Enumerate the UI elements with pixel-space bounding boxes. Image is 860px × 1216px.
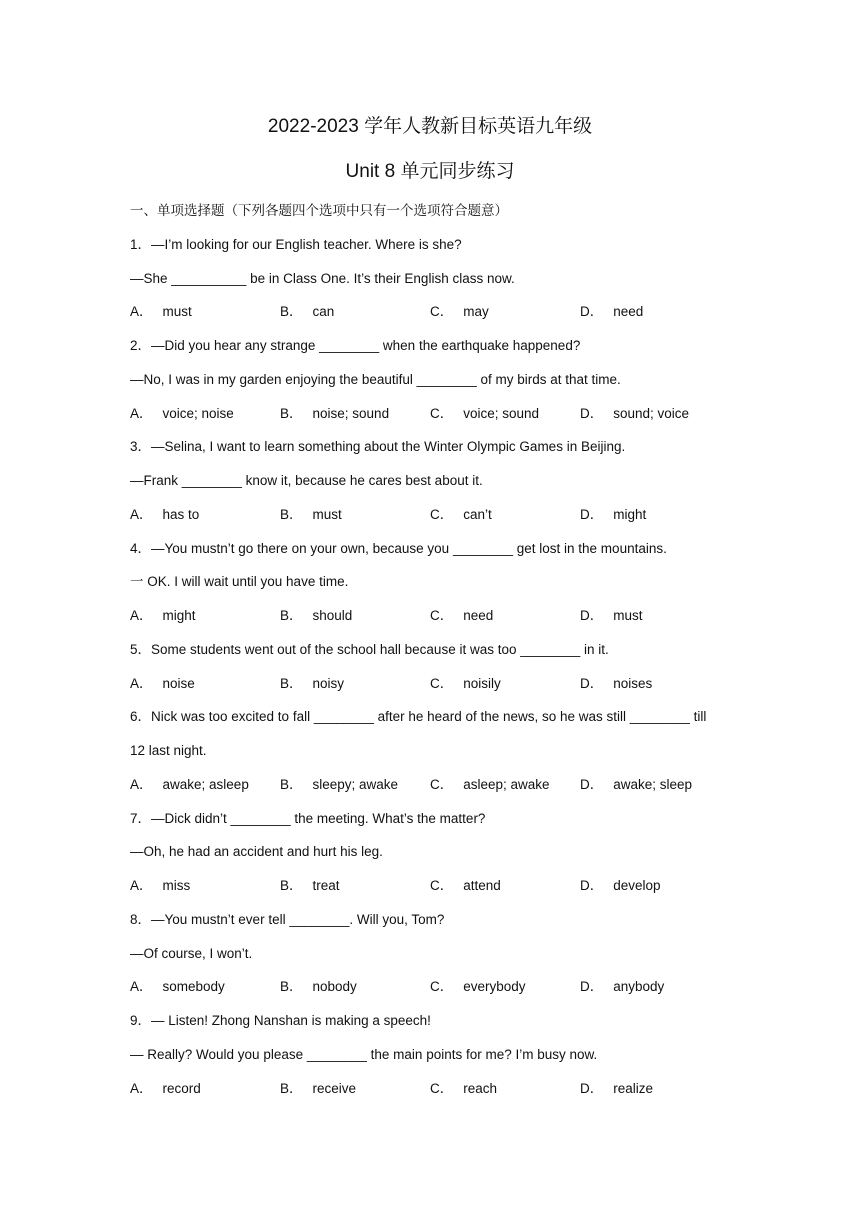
question-stem: 5．Some students went out of the school hall because it was too ________ in it. (130, 641, 609, 657)
option-a: A． record (130, 1080, 201, 1096)
question-stem: 一 OK. I will wait until you have time. (130, 574, 349, 590)
option-b: B． should (280, 608, 353, 623)
option-c: C． can’t (430, 506, 492, 522)
option-d: D． anybody (580, 979, 665, 995)
question-list (130, 200, 750, 1111)
question-stem: —She __________ be in Class One. It’s their English class now. (130, 270, 515, 286)
question-stem: 6．Nick was too excited to fall ________ after he heard of the news, so he was still ________ till (130, 709, 707, 725)
option-b: B． can (280, 304, 335, 320)
question-stem: 4．—You mustn’t go there on your own, because you ________ get lost in the mountains. (130, 540, 667, 556)
option-a: A． might (130, 608, 196, 623)
question-stem: —Oh, he had an accident and hurt his leg. (130, 844, 383, 860)
answer-options (130, 774, 750, 808)
option-d: D． realize (580, 1080, 654, 1096)
question-stem: —Of course, I won’t. (130, 945, 253, 961)
option-d: D． need (580, 304, 644, 320)
answer-options (130, 875, 750, 909)
answer-options (130, 605, 750, 639)
option-a: A． has to (130, 506, 200, 522)
question-stem: — Really? Would you please ________ the main points for me? I’m busy now. (130, 1046, 598, 1062)
document-subtitle: Unit 8 单元同步练习 (345, 161, 515, 182)
answer-options (130, 504, 750, 538)
section-heading: 一、单项选择题（下列各题四个选项中只有一个选项符合题意） (130, 203, 508, 218)
option-a: A． miss (130, 878, 191, 893)
option-d: D． must (580, 608, 643, 623)
option-b: B． receive (280, 1080, 357, 1096)
option-d: D． might (580, 506, 647, 522)
option-d: D． noises (580, 675, 653, 691)
answer-options (130, 673, 750, 707)
question-stem: 9．— Listen! Zhong Nanshan is making a speech! (130, 1013, 431, 1028)
option-b: B． sleepy; awake (280, 776, 399, 792)
option-d: D． develop (580, 878, 661, 893)
answer-options (130, 301, 750, 335)
answer-options (130, 976, 750, 1010)
document-title: 2022-2023 学年人教新目标英语九年级 (267, 116, 593, 137)
option-a: A． awake; asleep (130, 776, 249, 792)
option-c: C． everybody (430, 979, 526, 995)
option-b: B． treat (280, 878, 340, 893)
option-b: B． noise; sound (280, 405, 390, 421)
question-stem: 1．—I’m looking for our English teacher. Where is she? (130, 236, 462, 252)
option-c: C． voice; sound (430, 405, 540, 421)
answer-options (130, 1078, 750, 1112)
option-c: C． asleep; awake (430, 776, 550, 792)
option-b: B． must (280, 506, 342, 522)
option-a: A． voice; noise (130, 405, 234, 421)
question-stem: 2．—Did you hear any strange ________ when the earthquake happened? (130, 338, 581, 353)
question-stem: 12 last night. (130, 743, 207, 758)
question-stem: —No, I was in my garden enjoying the beautiful ________ of my birds at that time. (130, 371, 621, 387)
question-stem: 7．—Dick didn’t ________ the meeting. What’s the matter? (130, 810, 486, 826)
question-stem: 8．—You mustn’t ever tell ________. Will you, Tom? (130, 911, 445, 927)
option-c: C． reach (430, 1080, 498, 1096)
option-c: C． need (430, 608, 494, 623)
option-a: A． must (130, 304, 192, 320)
answer-options (130, 403, 750, 437)
question-stem: —Frank ________ know it, because he cares best about it. (130, 473, 483, 488)
option-b: B． noisy (280, 675, 345, 691)
option-b: B． nobody (280, 979, 357, 995)
option-c: C． may (430, 304, 489, 320)
option-c: C． noisily (430, 675, 501, 691)
option-c: C． attend (430, 878, 501, 893)
option-a: A． somebody (130, 979, 225, 995)
option-a: A． noise (130, 675, 195, 691)
option-d: D． sound; voice (580, 405, 690, 421)
question-stem: 3．—Selina, I want to learn something about the Winter Olympic Games in Beijing. (130, 439, 626, 455)
option-d: D． awake; sleep (580, 776, 693, 792)
